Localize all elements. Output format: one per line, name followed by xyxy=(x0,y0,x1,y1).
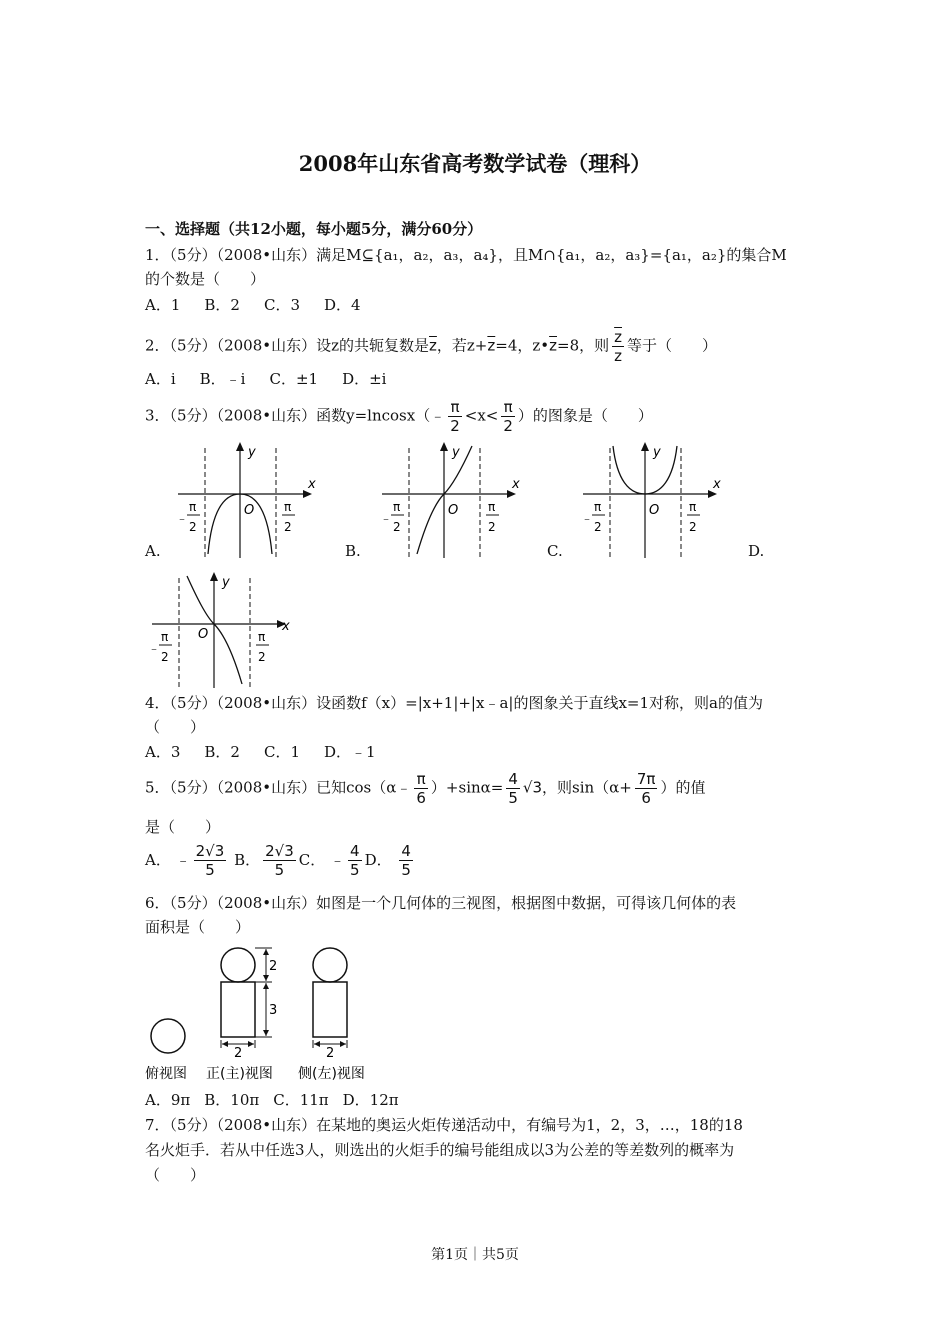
q6-three-views xyxy=(140,940,390,1085)
q1-stem-line2: 的个数是（ ） xyxy=(145,270,266,288)
svg-text:2: 2 xyxy=(284,520,292,534)
q1-option-c: C．3 xyxy=(263,296,300,314)
front-view-rect xyxy=(221,982,255,1037)
svg-text:π: π xyxy=(258,630,266,644)
q2-fraction: $\frac{\overline{z}}{z}$ xyxy=(614,328,622,365)
q3-graph-d xyxy=(142,570,302,690)
q3-graph-b xyxy=(372,440,522,560)
q5-stem-line2: 是（ ） xyxy=(145,818,221,836)
svg-text:x: x xyxy=(282,619,290,634)
side-view-rect xyxy=(313,982,347,1037)
q3-stem-mid: <x< xyxy=(464,406,499,425)
q1-option-d: D．4 xyxy=(324,296,361,314)
svg-text:π: π xyxy=(393,500,401,514)
svg-text:3: 3 xyxy=(269,1003,278,1018)
svg-text:y: y xyxy=(222,575,230,590)
graph-a-origin: O xyxy=(244,503,255,518)
q5-options xyxy=(145,842,416,879)
top-view-circle xyxy=(151,1019,185,1053)
q2-stem xyxy=(145,328,717,365)
svg-text:O: O xyxy=(198,627,209,642)
q3-option-a-label: A. xyxy=(145,542,161,560)
q4-options xyxy=(145,741,400,762)
q4-stem-line2: （ ） xyxy=(145,718,206,736)
graph-a-y-label: y xyxy=(248,445,256,460)
svg-text:π: π xyxy=(161,630,169,644)
q5-option-b: B． $\frac{2√3}{5}$ xyxy=(234,842,294,879)
q4-option-b: B．2 xyxy=(204,743,240,761)
q3-graph-a xyxy=(168,440,318,560)
q4-option-a: A．3 xyxy=(145,743,181,761)
q7-stem-line1: 7．（5分）（2008•山东）在某地的奥运火炬传递活动中，有编号为1，2，3，…，18的18 xyxy=(145,1116,743,1134)
svg-text:O: O xyxy=(448,503,459,518)
q3-pi-half: $\frac{\pi}{2}$ xyxy=(503,398,513,435)
q2-zbar: $\overline{z}$ xyxy=(429,336,437,355)
q7-stem-line3: （ ） xyxy=(145,1166,206,1184)
q2-option-b: B．﹣i xyxy=(199,370,246,388)
q2-stem-mid1: ，若z+ xyxy=(436,336,488,355)
q6-option-d: D．12π xyxy=(342,1091,399,1109)
side-view-label: 侧(左)视图 xyxy=(298,1066,365,1082)
svg-text:π: π xyxy=(689,500,697,514)
q5-stem: 5．（5分）（2008•山东）已知cos（α﹣ $\frac{\pi}{6}$ ）+sinα= $\frac{4}{5}$ √3，则sin（α+ $\frac{7\pi}{6}$ ）的值 xyxy=(145,770,706,807)
q2-stem-prefix: 2．（5分）（2008•山东）设z的共轭复数是 xyxy=(145,336,430,355)
svg-text:π: π xyxy=(488,500,496,514)
q2-option-c: C．±1 xyxy=(269,370,319,388)
q6-option-b: B．10π xyxy=(204,1091,260,1109)
svg-text:﹣: ﹣ xyxy=(148,641,161,655)
q2-stem-suffix: 等于（ ） xyxy=(627,336,718,355)
section-heading: 一、选择题（共12小题，每小题5分，满分60分） xyxy=(145,220,483,238)
q2-options xyxy=(145,368,410,389)
q7-stem-line2: 名火炬手．若从中任选3人，则选出的火炬手的编号能组成以3为公差的等差数列的概率为 xyxy=(145,1141,735,1159)
q5-option-d: D． $\frac{4}{5}$ xyxy=(364,842,411,879)
svg-text:2: 2 xyxy=(326,1046,335,1061)
svg-text:﹣: ﹣ xyxy=(176,511,189,525)
q2-option-d: D．±i xyxy=(342,370,387,388)
front-view-circle xyxy=(221,948,255,982)
svg-text:2: 2 xyxy=(488,520,496,534)
svg-text:x: x xyxy=(512,477,520,492)
svg-text:2: 2 xyxy=(234,1046,243,1061)
q1-stem-line1: 1．（5分）（2008•山东）满足M⊆{a₁，a₂，a₃，a₄}，且M∩{a₁，a₂，a₃}={a₁，a₂}的集合M xyxy=(145,246,787,264)
q6-options xyxy=(145,1089,423,1110)
q6-option-a: A．9π xyxy=(145,1091,191,1109)
svg-text:﹣: ﹣ xyxy=(380,511,393,525)
q2-option-a: A．i xyxy=(145,370,176,388)
q5-option-c: C． ﹣ $\frac{4}{5}$ xyxy=(298,842,360,879)
q4-stem-line1: 4．（5分）（2008•山东）设函数f（x）=|x+1|+|x﹣a|的图象关于直线x=1对称，则a的值为 xyxy=(145,694,763,712)
svg-text:2: 2 xyxy=(161,650,169,664)
q4-option-d: D．﹣1 xyxy=(324,743,376,761)
svg-text:y: y xyxy=(452,445,460,460)
svg-text:π: π xyxy=(189,500,197,514)
svg-text:O: O xyxy=(649,503,660,518)
page-title: 2008年山东省高考数学试卷（理科） xyxy=(298,151,652,176)
q1-options xyxy=(145,294,385,315)
q3-stem-suffix: ）的图象是（ ） xyxy=(517,406,653,425)
q3-graph-c xyxy=(573,440,723,560)
q3-stem-prefix: 3．（5分）（2008•山东）函数y=lncosx（﹣ xyxy=(145,406,446,425)
q5-option-a: A． ﹣ $\frac{2√3}{5}$ xyxy=(145,842,225,879)
svg-text:2: 2 xyxy=(689,520,697,534)
q3-neg-pi-half: $\frac{\pi}{2}$ xyxy=(450,398,460,435)
svg-text:2: 2 xyxy=(594,520,602,534)
front-view-label: 正(主)视图 xyxy=(206,1066,273,1082)
side-view-circle xyxy=(313,948,347,982)
q2-zbar: $\overline{z}$ xyxy=(549,336,557,355)
svg-text:x: x xyxy=(713,477,721,492)
svg-text:2: 2 xyxy=(258,650,266,664)
svg-text:π: π xyxy=(594,500,602,514)
q3-stem xyxy=(145,398,653,435)
svg-text:2: 2 xyxy=(393,520,401,534)
q2-stem-mid3: =8，则 xyxy=(557,336,610,355)
q2-stem-mid2: =4，z• xyxy=(495,336,550,355)
svg-text:π: π xyxy=(284,500,292,514)
q2-zbar: $\overline{z}$ xyxy=(487,336,496,355)
q1-option-a: A．1 xyxy=(145,296,181,314)
svg-text:y: y xyxy=(653,445,661,460)
page-footer: 第1页｜共5页 xyxy=(431,1247,519,1263)
svg-text:﹣: ﹣ xyxy=(581,511,594,525)
q4-option-c: C．1 xyxy=(263,743,300,761)
q6-option-c: C．11π xyxy=(273,1091,329,1109)
q3-option-c-label: C. xyxy=(547,542,563,560)
q6-stem-line1: 6．（5分）（2008•山东）如图是一个几何体的三视图，根据图中数据，可得该几何体的表 xyxy=(145,894,737,912)
svg-text:2: 2 xyxy=(189,520,197,534)
top-view-label: 俯视图 xyxy=(145,1066,187,1082)
q6-stem-line2: 面积是（ ） xyxy=(145,918,251,936)
graph-a-x-label: x xyxy=(308,477,316,492)
q3-option-d-label: D. xyxy=(748,542,765,560)
svg-text:2: 2 xyxy=(269,959,278,974)
q3-option-b-label: B. xyxy=(345,542,361,560)
q1-option-b: B．2 xyxy=(204,296,240,314)
